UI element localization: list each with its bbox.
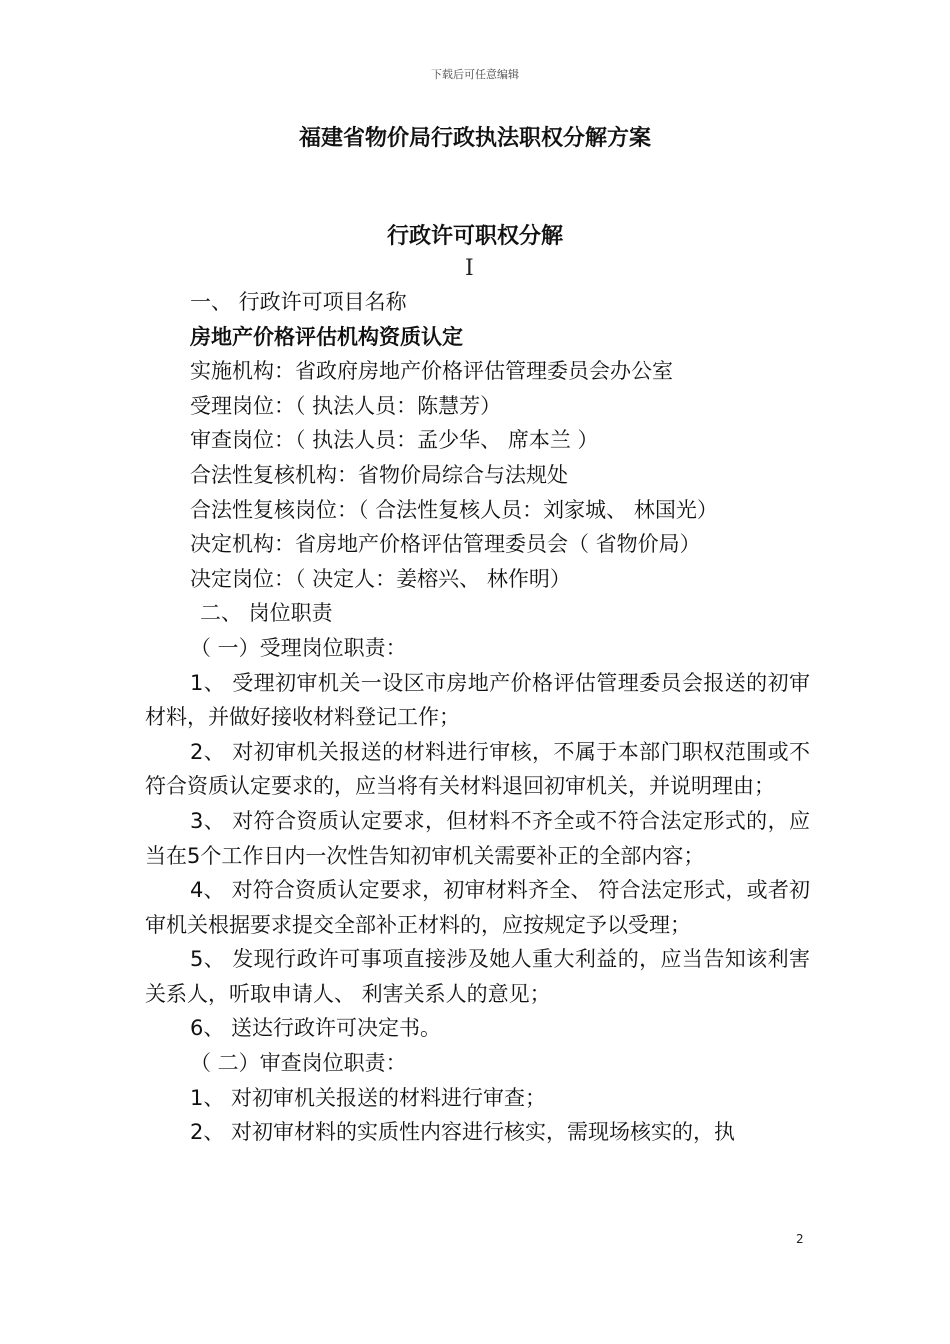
review-post: 审查岗位：（ 执法人员：孟少华、 席本兰 ） [190, 428, 599, 453]
legality-review-organ: 合法性复核机构：省物价局综合与法规处 [190, 462, 568, 487]
document-title: 福建省物价局行政执法职权分解方案 [298, 126, 651, 151]
paragraph: 1、 受理初审机关一设区市房地产价格评估管理委员会报送的初审材料，并做好接收材料登记工作； [145, 670, 810, 730]
page-number: 2 [796, 1232, 804, 1246]
subheading-acceptance-duties: （ 一）受理岗位职责： [190, 635, 407, 660]
text-cursor-icon: I [465, 256, 474, 281]
heading-item-name: 一、 行政许可项目名称 [190, 290, 407, 314]
paragraph: 3、 对符合资质认定要求，但材料不齐全或不符合法定形式的，应当在5个工作日内一次性告知初审机关需要补正的全部内容； [145, 808, 810, 868]
document-body [145, 285, 810, 1150]
paragraph: 2、 对初审机关报送的材料进行审核，不属于本部门职权范围或不符合资质认定要求的，应当将有关材料退回初审机关，并说明理由； [145, 739, 810, 799]
section-title: 行政许可职权分解 [386, 224, 563, 249]
paragraph: 1、 对初审机关报送的材料进行审查； [190, 1085, 547, 1110]
decision-organ: 决定机构：省房地产价格评估管理委员会（ 省物价局） [190, 532, 701, 557]
paragraph: 4、 对符合资质认定要求，初审材料齐全、 符合法定形式，或者初审机关根据要求提交全部补正材料的，应按规定予以受理； [145, 878, 810, 937]
paragraph: 2、 对初审材料的实质性内容进行核实，需现场核实的，执 [190, 1120, 736, 1145]
decision-post: 决定岗位：（ 决定人：姜榕兴、 林作明） [190, 566, 571, 591]
paragraph: 6、 送达行政许可决定书。 [190, 1016, 442, 1041]
subheading-review-duties: （ 二）审查岗位职责： [190, 1051, 407, 1076]
legality-review-post: 合法性复核岗位：（ 合法性复核人员：刘家城、 林国光） [190, 497, 718, 522]
paragraph: 5、 发现行政许可事项直接涉及她人重大利益的，应当告知该利害关系人，听取申请人、 利害关系人的意见； [145, 947, 810, 1006]
implementing-organ: 实施机构：省政府房地产价格评估管理委员会办公室 [190, 359, 673, 384]
acceptance-post: 受理岗位：（ 执法人员：陈慧芳） [190, 393, 502, 418]
heading-post-duties: 二、 岗位职责 [200, 601, 333, 626]
permit-item-name: 房地产价格评估机构资质认定 [190, 324, 463, 349]
header-note: 下载后可任意编辑 [431, 68, 519, 81]
